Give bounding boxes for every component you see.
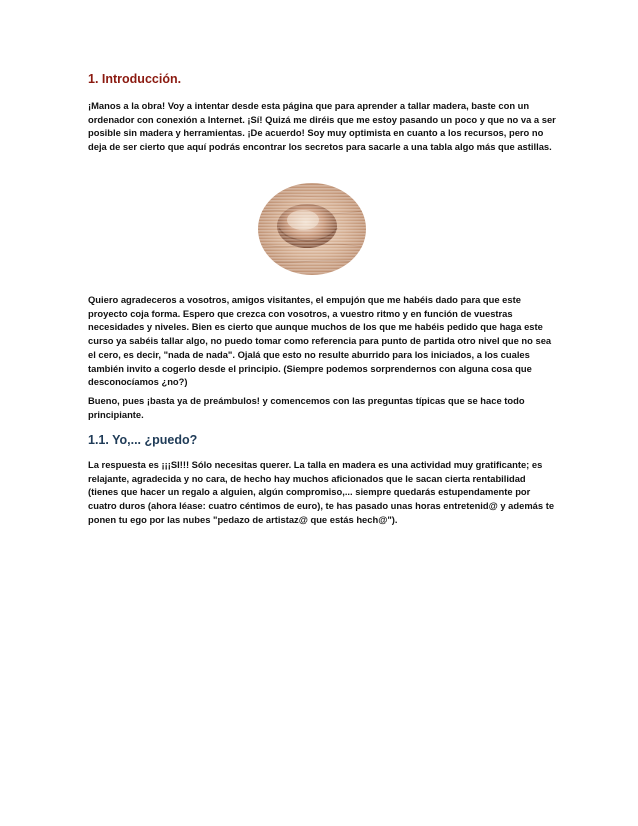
wood-bowl-illustration bbox=[257, 182, 367, 276]
preamble-paragraph: Bueno, pues ¡basta ya de preámbulos! y comencemos con las preguntas típicas que se hace todo principiante. bbox=[88, 395, 525, 420]
answer-paragraph: La respuesta es ¡¡¡SI!!! Sólo necesitas querer. La talla en madera es una actividad muy gratificante; es relajante, agradecida y no cara, de hecho hay muchos aficionados que le sacan cierta rentabilidad (tienes que hacer un regalo a alguien, algún compromiso,... siempre quedarás estupendamente por cuatro duros (ahora léase: cuatro céntimos de euro), te has pasado unas horas entretenid@ y además te ponen tu ego por las nubes "pedazo de artistaz@ que estás hech@"). bbox=[88, 459, 555, 525]
section-title-puedo: 1.1. Yo,... ¿puedo? bbox=[88, 433, 198, 447]
thanks-paragraph: Quiero agradeceros a vosotros, amigos visitantes, el empujón que me habéis dado para que este proyecto coja forma. Espero que crezca con vosotros, a vuestro ritmo y en función de vuestras necesidades y niveles. Bien es cierto que aunque muchos de los que me habéis pedido que haga este curso ya sabéis tallar algo, no puedo tomar como referencia para punto de partida otro nivel que no sea el cero, es decir, "nada de nada". Ojalá que esto no resulte aburrido para los iniciados, a los cuales también invito a cogerlo desde el principio. (Siempre podemos sorprendernos con alguna cosa que desconocíamos ¿no?) bbox=[88, 294, 552, 388]
intro-paragraph: ¡Manos a la obra! Voy a intentar desde esta página que para aprender a tallar madera, baste con un ordenador con conexión a Internet. ¡Sí! Quizá me diréis que me estoy pasando un poco y que no va a ser posible sin madera y herramientas. ¡De acuerdo! Soy muy optimista en cuanto a los recursos, pero no deja de ser cierto que aquí podrás encontrar los secretos para sacarle a una tabla algo más que astillas. bbox=[88, 100, 556, 153]
section-title-introduccion: 1. Introducción. bbox=[88, 72, 182, 86]
carved-wood-bowl-image bbox=[257, 182, 367, 276]
